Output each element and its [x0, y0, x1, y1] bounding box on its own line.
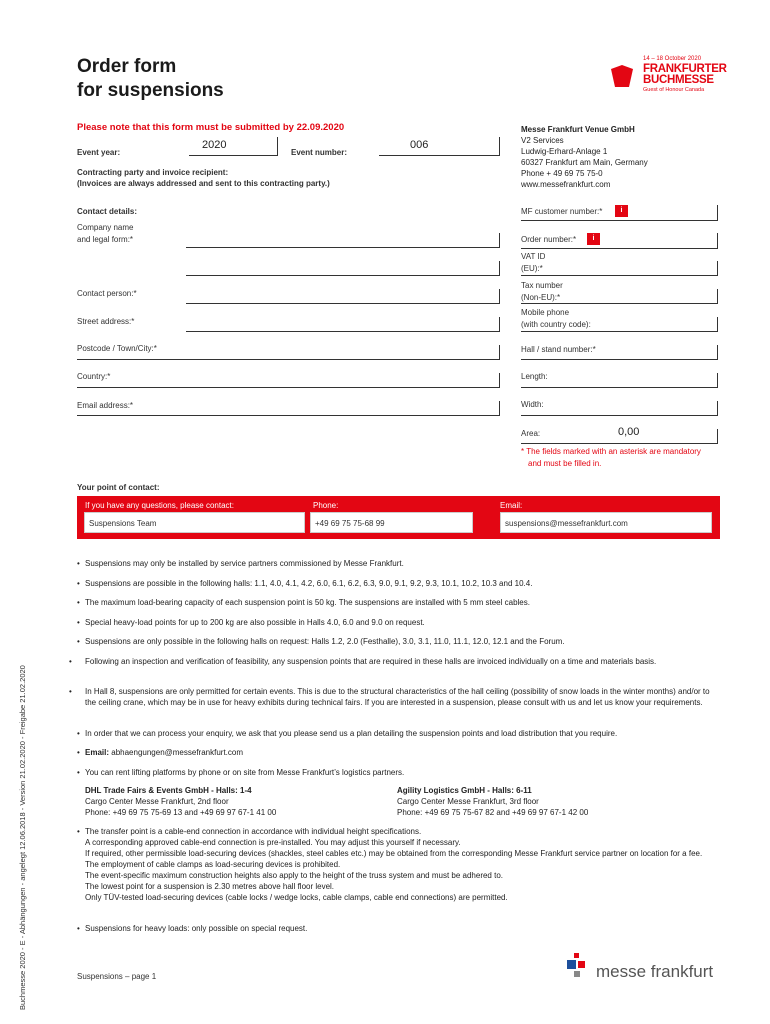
length-field[interactable] [521, 387, 718, 388]
company-label-1: Company name [77, 223, 134, 232]
bullet-text: Following an inspection and verification of feasibility, any suspension points that are required in these halls are invoiced individually on a time and materials basis. [85, 657, 657, 666]
event-number-label: Event number: [291, 148, 348, 157]
venue-web: www.messefrankfurt.com [521, 180, 611, 189]
bullet-item: • Suspensions may only be installed by service partners commissioned by Messe Frankfurt. [77, 559, 404, 568]
bullet-text: Suspensions for heavy loads: only possible on special request. [85, 924, 308, 933]
contact-person-tick [499, 289, 500, 303]
buchmesse-logo-mark [609, 63, 635, 89]
country-label: Country:* [77, 372, 111, 381]
street-field[interactable] [186, 331, 500, 332]
street-tick [499, 317, 500, 331]
bullet-item: • Following an inspection and verification of feasibility, any suspension points that are required in these halls are invoiced individually on a time and materials basis. [69, 657, 657, 666]
company-field-2[interactable] [186, 275, 500, 276]
venue-name: Messe Frankfurt Venue GmbH [521, 125, 635, 134]
contracting-line-1: Contracting party and invoice recipient: [77, 168, 229, 177]
bullet-item: • The maximum load-bearing capacity of each suspension point is 50 kg. The suspensions are installed with 5 mm steel cables. [77, 598, 530, 607]
area-field [521, 443, 718, 444]
bullet-item: • You can rent lifting platforms by phone or on site from Messe Frankfurt’s logistics partners. [77, 768, 405, 777]
order-number-tick [717, 233, 718, 248]
mobile-tick [717, 317, 718, 331]
logo-dates: 14 – 18 October 2020 [643, 56, 702, 62]
company-label-2: and legal form:* [77, 235, 134, 244]
mandatory-note-1: * The fields marked with an asterisk are mandatory [521, 447, 701, 456]
agility-phone: Phone: +49 69 75 75-67 82 and +49 69 97 67-1 42 00 [397, 808, 589, 817]
contracting-line-2: (Invoices are always addressed and sent to this contracting party.) [77, 179, 330, 188]
bullet-text: Suspensions are only possible in the following halls on request: Halls 1.2, 2.0 (Festhalle), 3.0, 3.1, 11.0, 11.1, 12.0, 12.1 and the Forum. [85, 637, 565, 646]
contact-details-heading: Contact details: [77, 207, 138, 216]
country-tick [499, 373, 500, 387]
vat-label-1: VAT ID [521, 252, 546, 261]
venue-city: 60327 Frankfurt am Main, Germany [521, 158, 648, 167]
hall-stand-label: Hall / stand number:* [521, 345, 596, 354]
page-footer: Suspensions – page 1 [77, 972, 157, 981]
area-value: 0,00 [618, 426, 640, 438]
bullet-item: • Suspensions are only possible in the following halls on request: Halls 1.2, 2.0 (Festhalle), 3.0, 3.1, 11.0, 11.1, 12.0, 12.1 and the Forum. [77, 637, 565, 646]
questions-label: If you have any questions, please contact: [85, 501, 234, 510]
street-label: Street address:* [77, 317, 135, 326]
email-link[interactable]: abhaengungen@messefrankfurt.com [111, 748, 244, 757]
bullet-text: In Hall 8, suspensions are only permitted for certain events. This is due to the structural characteristics of the hall ceiling (possibility of snow loads in the winter months) and/or to the ceiling crane, which may be in use for heavy exhibits during technical fairs. If you are interested in a suspension, please consult with us and let us know your requirements. [85, 687, 710, 707]
info-icon[interactable]: i [587, 233, 600, 245]
contact-panel [77, 496, 720, 539]
bullet-text: Suspensions may only be installed by service partners commissioned by Messe Frankfurt. [85, 559, 404, 568]
contact-email[interactable]: suspensions@messefrankfurt.com [500, 512, 712, 533]
order-number-field[interactable] [521, 248, 718, 249]
vat-tick [717, 261, 718, 275]
agility-title: Agility Logistics GmbH - Halls: 6-11 [397, 786, 532, 795]
venue-street: Ludwig-Erhard-Anlage 1 [521, 147, 608, 156]
partner-dhl [85, 785, 276, 818]
venue-phone: Phone + 49 69 75 75-0 [521, 169, 603, 178]
country-field[interactable] [77, 387, 500, 388]
dhl-phone: Phone: +49 69 75 75-69 13 and +49 69 97 67-1 41 00 [85, 808, 277, 817]
venue-address [521, 124, 648, 190]
venue-dept: V2 Services [521, 136, 564, 145]
order-number-label: Order number:* [521, 235, 577, 244]
bullet-text: You can rent lifting platforms by phone or on site from Messe Frankfurt’s logistics partners. [85, 768, 405, 777]
width-field[interactable] [521, 415, 718, 416]
tax-tick [717, 289, 718, 303]
transfer-line: The lowest point for a suspension is 2.30 metres above hall floor level. [85, 882, 335, 891]
mobile-label-2: (with country code): [521, 320, 591, 329]
email-field[interactable] [77, 415, 500, 416]
length-tick [717, 373, 718, 387]
event-number-field[interactable]: 006 [410, 139, 429, 151]
hall-stand-field[interactable] [521, 359, 718, 360]
page-title [77, 55, 224, 103]
company-tick-2 [499, 261, 500, 275]
logo-name-1: FRANKFURTER [643, 63, 727, 75]
logo-tagline: Guest of Honour Canada [643, 87, 705, 93]
transfer-line: The event-specific maximum construction heights also apply to the height of the truss system and must be adhered to. [85, 871, 503, 880]
info-icon[interactable]: i [615, 205, 628, 217]
width-label: Width: [521, 400, 544, 409]
company-field[interactable] [186, 247, 500, 248]
dhl-title: DHL Trade Fairs & Events GmbH - Halls: 1-4 [85, 786, 252, 795]
tax-field[interactable] [521, 303, 718, 304]
bullet-text: Suspensions are possible in the following halls: 1.1, 4.0, 4.1, 4.2, 6.0, 6.1, 6.2, 6.3, 9.0, 9.1, 9.2, 9.3, 10.1, 10.2, 10.3 and 10.4. [85, 579, 533, 588]
messe-frankfurt-logo-mark [565, 952, 593, 982]
transfer-block: • The transfer point is a cable-end connection in accordance with individual height specifications. A corresponding approved cable-end connection is pre-installed. You may adjust this yourself if necessary. If required, other permissible load-securing devices (shackles, steel cables etc.) may be obtained from the corresponding Messe Frankfurt service partner on location for a fee. The employment of cable clamps as load-securing devices is prohibited. The event-specific maximum construction heights also apply to the height of the truss system and must be adhered to. The lowest point for a suspension is 2.30 metres above hall floor level. Only TÜV-tested load-securing devices (cable locks / wedge locks, cable clamps, cable end connections) are permitted. [77, 826, 717, 903]
email-heading: Email: [500, 501, 523, 510]
contact-person-field[interactable] [186, 303, 500, 304]
bullet-text: The maximum load-bearing capacity of each suspension point is 50 kg. The suspensions are installed with 5 mm steel cables. [85, 598, 530, 607]
event-number-underline [379, 155, 500, 156]
area-tick [717, 429, 718, 443]
vat-label-2: (EU):* [521, 264, 543, 273]
buchmesse-logo [609, 55, 739, 97]
event-year-field[interactable]: 2020 [202, 139, 227, 151]
mobile-field[interactable] [521, 331, 718, 332]
partner-agility [397, 785, 588, 818]
postcode-tick [499, 345, 500, 359]
mobile-label-1: Mobile phone [521, 308, 570, 317]
team-name: Suspensions Team [84, 512, 305, 533]
mf-customer-label: MF customer number:* [521, 207, 603, 216]
point-of-contact-heading: Your point of contact: [77, 483, 160, 492]
width-tick [717, 401, 718, 415]
bullet-text: Special heavy-load points for up to 200 kg are also possible in Halls 4.0, 6.0 and 9.0 on request. [85, 618, 425, 627]
event-year-underline [189, 155, 278, 156]
bullet-item: • Special heavy-load points for up to 200 kg are also possible in Halls 4.0, 6.0 and 9.0 on request. [77, 618, 425, 627]
postcode-field[interactable] [77, 359, 500, 360]
tax-label-1: Tax number [521, 281, 563, 290]
transfer-line: A corresponding approved cable-end connection is pre-installed. You may adjust this yourself if necessary. [85, 838, 461, 847]
transfer-line: The employment of cable clamps as load-securing devices is prohibited. [85, 860, 341, 869]
phone-heading: Phone: [313, 501, 339, 510]
bullet-text: In order that we can process your enquiry, we ask that you please send us a plan detailing the suspension points and load distribution that you require. [85, 729, 618, 738]
dhl-address: Cargo Center Messe Frankfurt, 2nd floor [85, 797, 229, 806]
postcode-label: Postcode / Town/City:* [77, 344, 157, 353]
event-number-tick [499, 137, 500, 155]
vat-field[interactable] [521, 275, 718, 276]
length-label: Length: [521, 372, 548, 381]
area-label: Area: [521, 429, 541, 438]
messe-frankfurt-logo [565, 952, 725, 984]
contact-phone[interactable]: +49 69 75 75-68 99 [310, 512, 473, 533]
mf-customer-tick [717, 205, 718, 220]
document-version-text: Buchmesse 2020 - E - Abhängungen - angelegt 12.06.2018 - Version 21.02.2020 - Freigabe 21.02.2020 [18, 665, 27, 1010]
email-bullet-label: Email: [85, 748, 110, 757]
logo-name-2: BUCHMESSE [643, 74, 714, 86]
mandatory-note-2: and must be filled in. [528, 459, 602, 468]
contact-person-label: Contact person:* [77, 289, 137, 298]
bullet-item: • Email: abhaengungen@messefrankfurt.com [77, 748, 244, 757]
event-year-tick [277, 137, 278, 155]
title-line-1: Order form [77, 56, 177, 77]
bullet-item: • In order that we can process your enquiry, we ask that you please send us a plan detailing the suspension points and load distribution that you require. [77, 729, 618, 738]
email-label: Email address:* [77, 401, 134, 410]
brand-name: messe frankfurt [596, 962, 714, 981]
hall-stand-tick [717, 345, 718, 359]
bullet-item: • Suspensions for heavy loads: only possible on special request. [77, 924, 308, 933]
transfer-line: Only TÜV-tested load-securing devices (cable locks / wedge locks, cable clamps, cable end connections) are permitted. [85, 893, 508, 902]
mf-customer-field[interactable] [521, 220, 718, 221]
bullet-item: • Suspensions are possible in the following halls: 1.1, 4.0, 4.1, 4.2, 6.0, 6.1, 6.2, 6.3, 9.0, 9.1, 9.2, 9.3, 10.1, 10.2, 10.3 and 10.4. [77, 579, 533, 588]
tax-label-2: (Non-EU):* [521, 293, 561, 302]
company-tick [499, 233, 500, 247]
deadline-notice: Please note that this form must be submitted by 22.09.2020 [77, 122, 345, 133]
agility-address: Cargo Center Messe Frankfurt, 3rd floor [397, 797, 539, 806]
transfer-line: The transfer point is a cable-end connection in accordance with individual height specifications. [85, 827, 422, 836]
title-line-2: for suspensions [77, 80, 224, 101]
bullet-item: • In Hall 8, suspensions are only permitted for certain events. This is due to the structural characteristics of the hall ceiling (possibility of snow loads in the winter months) and/or to the ceiling crane, which may be in use for heavy exhibits during technical fairs. If you are interested in a suspension, please consult with us and let us know your requirements. [69, 687, 710, 707]
email-tick [499, 401, 500, 415]
transfer-line: If required, other permissible load-securing devices (shackles, steel cables etc.) may be obtained from the corresponding Messe Frankfurt service partner on location for a fee. [85, 849, 703, 858]
event-year-label: Event year: [77, 148, 121, 157]
